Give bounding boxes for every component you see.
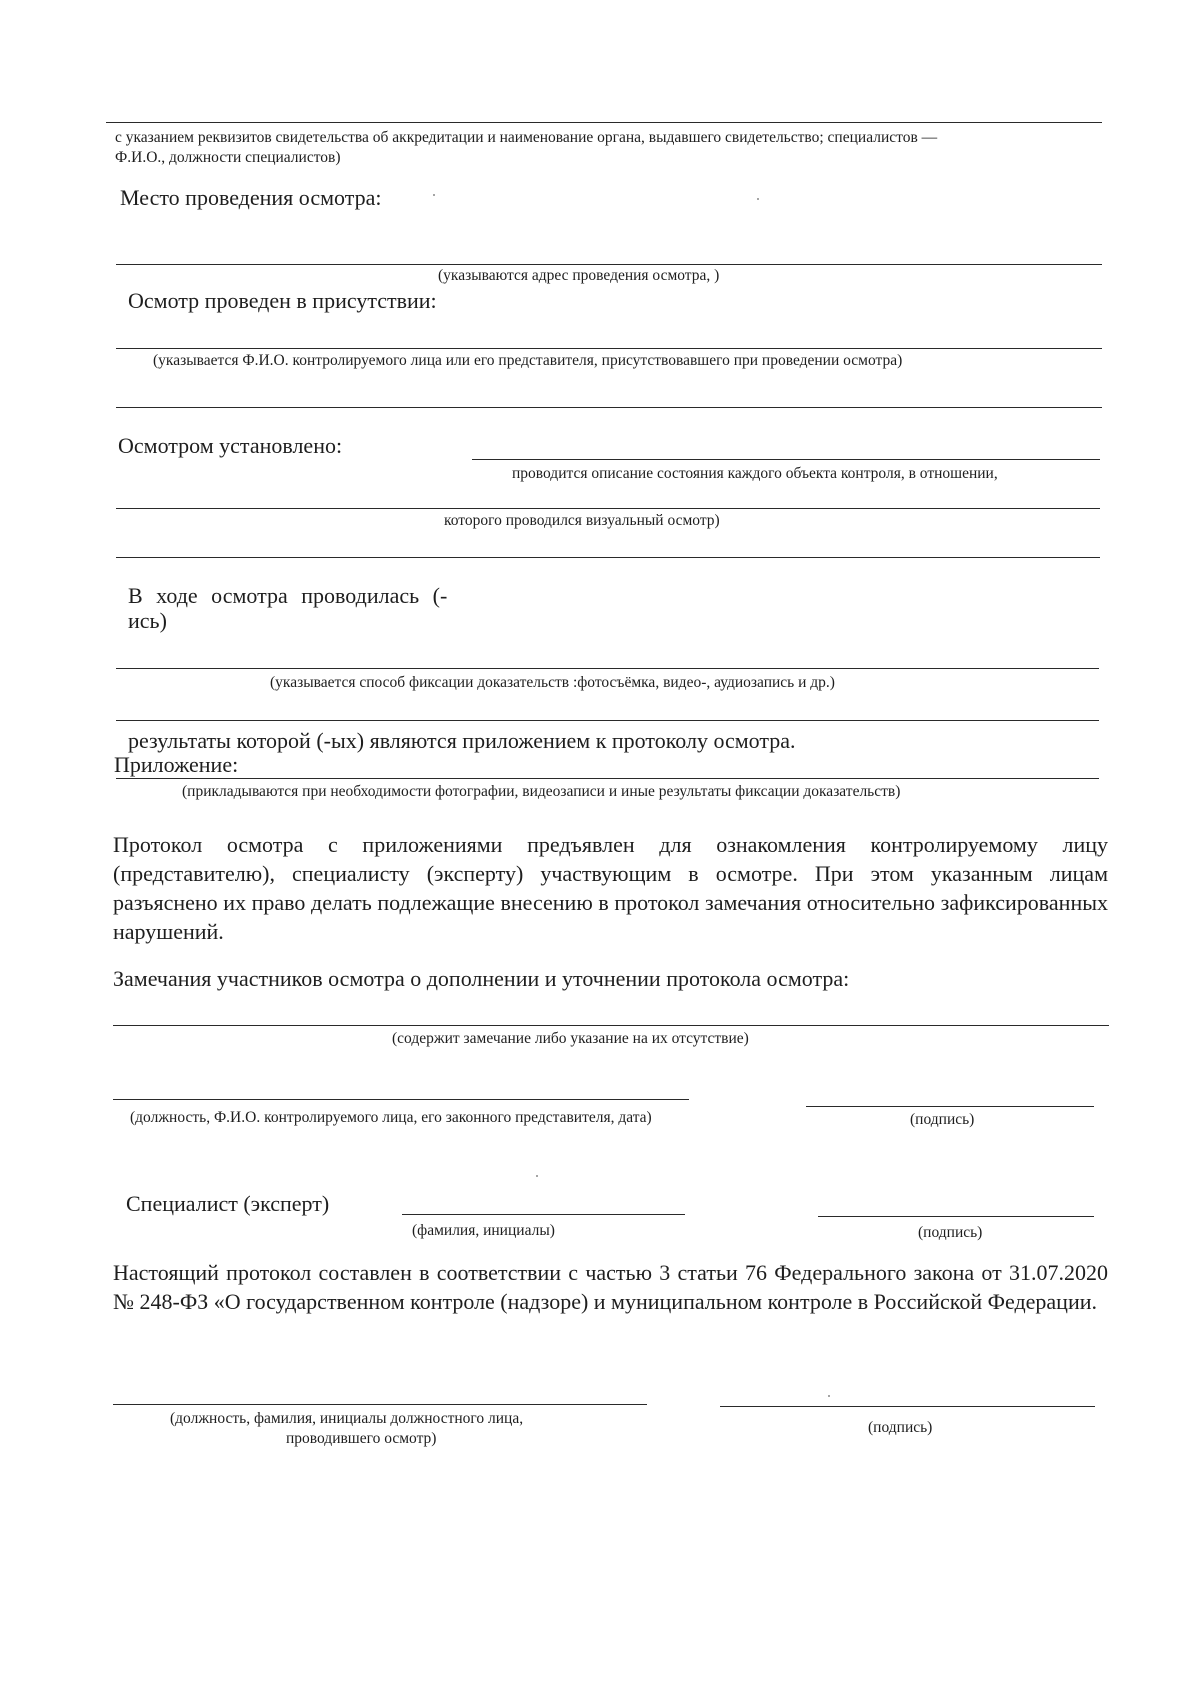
- appendix-label: Приложение:: [114, 752, 239, 777]
- fixation-line[interactable]: [116, 668, 1099, 669]
- controlled-person-line[interactable]: [113, 1099, 689, 1100]
- established-line-3[interactable]: [116, 557, 1100, 558]
- official-hint-2: проводившего осмотр): [286, 1430, 437, 1447]
- official-line[interactable]: [113, 1404, 647, 1405]
- law-paragraph: Настоящий протокол составлен в соответствии с частью 3 статьи 76 Федерального закона от 31.07.2020 № 248-ФЗ «О государственном контроле (надзоре) и муниципальном контроле в Российской Федерации.: [113, 1260, 1108, 1314]
- presence-hint: (указывается Ф.И.О. контролируемого лица или его представителя, присутствовавшего при проведении осмотра): [153, 352, 903, 369]
- fixation-result: результаты которой (-ых) являются приложением к протоколу осмотра.: [128, 728, 796, 753]
- appendix-line[interactable]: [116, 778, 1099, 779]
- official-sign-line[interactable]: [720, 1406, 1095, 1407]
- presence-line-2[interactable]: [116, 407, 1102, 408]
- header-line-2: Ф.И.О., должности специалистов): [115, 149, 341, 166]
- scan-speck: [757, 198, 759, 200]
- remarks-label: Замечания участников осмотра о дополнении и уточнении протокола осмотра:: [113, 966, 850, 991]
- specialist-name-hint: (фамилия, инициалы): [412, 1222, 555, 1239]
- fixation-label-1: В ходе осмотра проводилась (-: [128, 583, 448, 608]
- appendix-hint: (прикладываются при необходимости фотографии, видеозаписи и иные результаты фиксации доказательств): [182, 783, 901, 800]
- established-hint-2: которого проводился визуальный осмотр): [444, 512, 720, 529]
- presence-line[interactable]: [116, 348, 1102, 349]
- fixation-label-2: ись): [128, 608, 167, 633]
- specialist-label: Специалист (эксперт): [126, 1191, 330, 1216]
- scan-speck: [828, 1395, 830, 1397]
- remarks-hint: (содержит замечание либо указание на их отсутствие): [392, 1030, 749, 1047]
- presence-label: Осмотр проведен в присутствии:: [128, 288, 437, 313]
- top-rule: [106, 122, 1102, 123]
- scan-speck: [536, 1175, 538, 1177]
- official-sign-hint: (подпись): [868, 1419, 933, 1436]
- established-hint-1: проводится описание состояния каждого объекта контроля, в отношении,: [512, 465, 998, 482]
- controlled-sign-line[interactable]: [806, 1106, 1094, 1107]
- remarks-line[interactable]: [113, 1025, 1109, 1026]
- controlled-person-hint: (должность, Ф.И.О. контролируемого лица, его законного представителя, дата): [130, 1109, 652, 1126]
- controlled-sign-hint: (подпись): [910, 1111, 975, 1128]
- header-line-1: с указанием реквизитов свидетельства об аккредитации и наименование органа, выдавшего свидетельство; специалистов —: [115, 129, 938, 146]
- fixation-hint: (указывается способ фиксации доказательств :фотосъёмка, видео-, аудиозапись и др.): [270, 674, 835, 691]
- place-label: Место проведения осмотра:: [120, 185, 382, 210]
- established-label: Осмотром установлено:: [118, 433, 343, 458]
- established-line[interactable]: [472, 459, 1100, 460]
- protocol-paragraph: Протокол осмотра с приложениями предъявлен для ознакомления контролируемому лицу (представителю), специалисту (эксперту) участвующим в осмотре. При этом указанным лицам разъяснено их право делать подлежащие внесению в протокол замечания относительно зафиксированных нарушений.: [113, 832, 1108, 944]
- official-hint-1: (должность, фамилия, инициалы должностного лица,: [170, 1410, 524, 1427]
- place-line[interactable]: [116, 264, 1102, 265]
- place-hint: (указываются адрес проведения осмотра, ): [438, 267, 720, 284]
- scan-speck: [433, 194, 435, 196]
- specialist-sign-hint: (подпись): [918, 1224, 983, 1241]
- established-line-2[interactable]: [116, 508, 1100, 509]
- fixation-line-2[interactable]: [116, 720, 1099, 721]
- specialist-name-line[interactable]: [402, 1214, 685, 1215]
- specialist-sign-line[interactable]: [818, 1216, 1094, 1217]
